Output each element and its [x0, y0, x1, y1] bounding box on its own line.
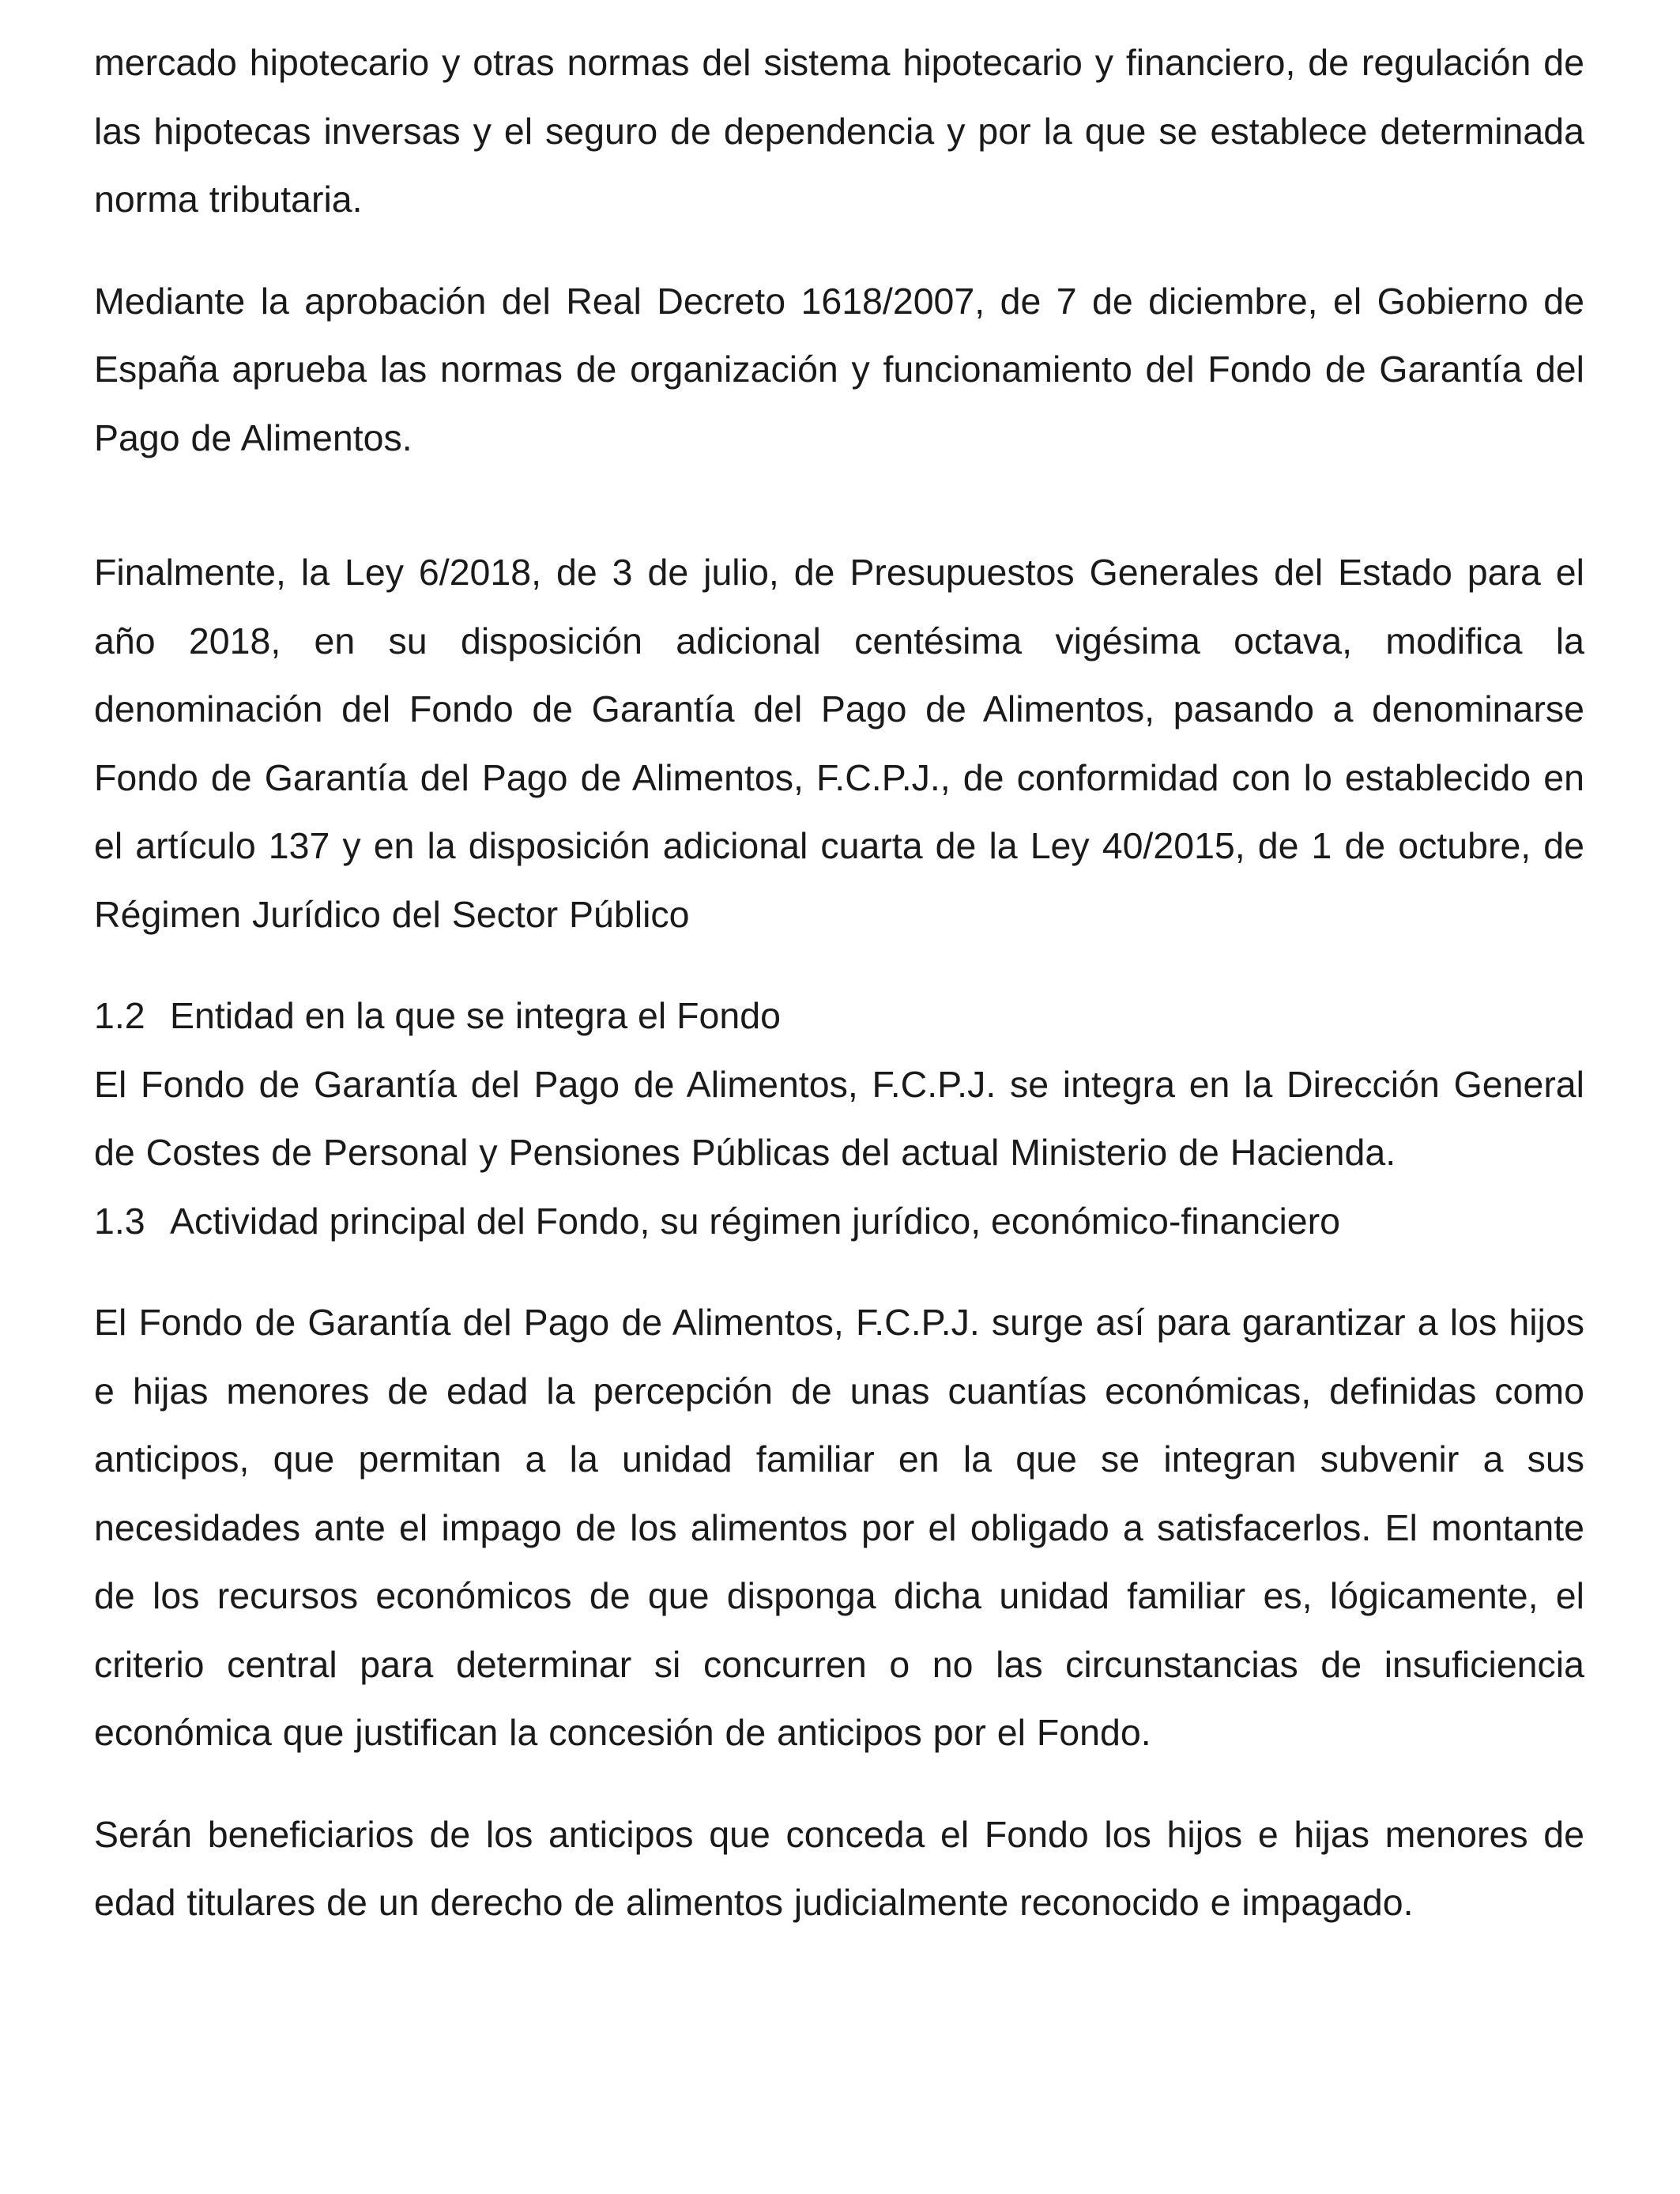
section-1-2 — [94, 982, 1584, 1187]
section-title: Actividad principal del Fondo, su régimen jurídico, económico-financiero — [170, 1200, 1341, 1242]
paragraph-hipotecario: mercado hipotecario y otras normas del sistema hipotecario y financiero, de regulación de las hipotecas inversas y el seguro de dependencia y por la que se establece determinada norma tributaria. — [94, 42, 1584, 220]
paragraph-real-decreto: Mediante la aprobación del Real Decreto 1618/2007, de 7 de diciembre, el Gobierno de España aprueba las normas de organización y funcionamiento del Fondo de Garantía del Pago de Alimentos. — [94, 280, 1584, 458]
section-number: 1.2 — [94, 995, 145, 1036]
paragraph-ley-presupuestos: Finalmente, la Ley 6/2018, de 3 de julio, de Presupuestos Generales del Estado para el año 2018, en su disposición adicional centésima vigésima octava, modifica la denominación del Fondo de Garantía del Pago de Alimentos, pasando a denominarse Fondo de Garantía del Pago de Alimentos, F.C.P.J., de conformidad con lo establecido en el artículo 137 y en la disposición adicional cuarta de la Ley 40/2015, de 1 de octubre, de Régimen Jurídico del Sector Público — [94, 552, 1584, 935]
section-number: 1.3 — [94, 1200, 145, 1242]
paragraph-entidad: El Fondo de Garantía del Pago de Alimentos, F.C.P.J. se integra en la Dirección General de Costes de Personal y Pensiones Públicas del actual Ministerio de Hacienda. — [94, 1063, 1584, 1173]
document-page — [94, 28, 1584, 1937]
section-heading-1-2 — [94, 982, 1584, 1050]
paragraph-beneficiarios: Serán beneficiarios de los anticipos que conceda el Fondo los hijos e hijas menores de edad titulares de un derecho de alimentos judicialmente reconocido e impagado. — [94, 1813, 1584, 1923]
paragraph-actividad: El Fondo de Garantía del Pago de Alimentos, F.C.P.J. surge así para garantizar a los hijos e hijas menores de edad la percepción de unas cuantías económicas, definidas como anticipos, que permitan a la unidad familiar en la que se integran subvenir a sus necesidades ante el impago de los alimentos por el obligado a satisfacerlos. El montante de los recursos económicos de que disponga dicha unidad familiar es, lógicamente, el criterio central para determinar si concurren o no las circunstancias de insuficiencia económica que justifican la concesión de anticipos por el Fondo. — [94, 1302, 1584, 1753]
section-title: Entidad en la que se integra el Fondo — [170, 995, 781, 1036]
section-heading-1-3 — [94, 1187, 1584, 1256]
